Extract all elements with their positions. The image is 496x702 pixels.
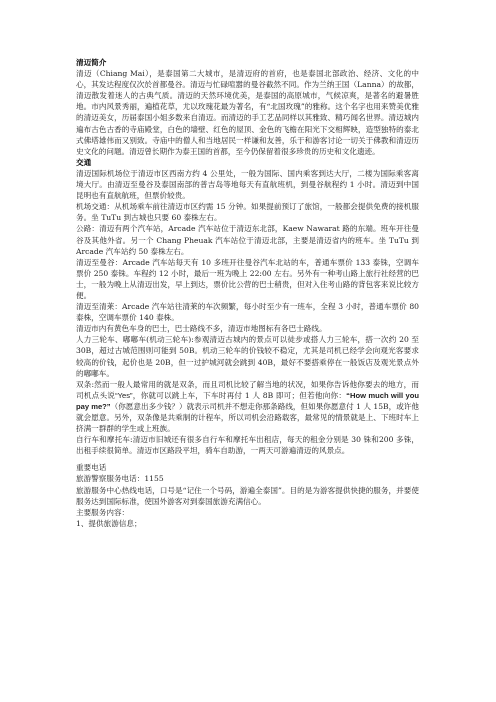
airport-transfer-paragraph: 机场交通：从机场乘车前往清迈市区约需 15 分钟。如果提前预订了旅馆，一般都会提供免费的接机服务。坐 TuTu 到古城也只要 60 泰株左右。: [76, 202, 419, 223]
airport-paragraph: 清迈国际机场位于清迈市区西南方约 4 公里处，一般为国际、国内乘客到达大厅，二楼为国际乘客离境大厅。由清迈至曼谷及泰国南部的普吉岛等地每天有直航班机，到曼谷航程约 1 小时。清迈到中国昆明也有直航航班，但票价较贵。: [76, 168, 419, 201]
tuktuk-paragraph: 人力三轮车、嘟嘟车(机动三轮车):参观清迈古城内的景点可以徒步或搭人力三轮车，搭一次约 20 至 30B，超过古城范围则可能到 50B。机动三轮车的价钱较不稳定，尤其是司机已经学会向观光客要求较高的价钱，起价也是 20B，但一过护城河就会跳到 40B，最好不要搭乘停在一般饭店及观光景点外的嘟嘟车。: [76, 335, 419, 378]
songthaew-text-2: ，你就可以跳上车，下车时再付 1 人 8B 即可；但若他向你：: [132, 390, 347, 400]
chiangmai-bangkok-paragraph: 清迈至曼谷：Arcade 汽车站每天有 10 多班开往曼谷汽车北站的车，普通车票价 133 泰铢，空调车票价 250 泰铢。车程约 12 小时，最后一班为晚上 22:00 左右。另外有一种考山路上旅行社经营的巴士，一般为晚上从清迈出发，早上到达，票价比公营的巴士稍贵，但对入住考山路的背包客来说比较方便。: [76, 257, 419, 300]
highway-paragraph: 公路：清迈有两个汽车站，Arcade 汽车站位于清迈东北部，Kaew Nawarat 路的东端。班车开往曼谷及其他外省。另一个 Chang Pheuak 汽车站位于清迈北部，主要是清迈省内的班车。坐 TuTu 到 Arcade 汽车站约 50 泰株左右。: [76, 224, 419, 256]
songthaew-text-1: 双条:然而一般人最常用的就是双条，而且司机比较了解当地的状况，如果你告诉他你要去的地方，而司机点头说: [76, 379, 419, 400]
songthaew-paragraph: [76, 379, 419, 434]
chiangmai-chiangrai-paragraph: 清迈至清莱：Arcade 汽车站往清莱的车次频繁，每小时至少有一班车，全程 3 小时，普通车票价 80 泰株，空调车票价 140 泰株。: [76, 302, 419, 323]
songthaew-yes-quote: “Yes”: [115, 390, 133, 400]
hotline-paragraph: 旅游服务中心热线电话，口号是“记住一个号码，游遍全泰国”。目的是为游客提供快捷的服务，并要使服务达到国际标准，使国外游客对到泰国旅游充满信心。: [76, 485, 419, 506]
tourist-police-line: 旅游警察服务电话：1155: [76, 474, 164, 484]
page-title: 清迈简介: [76, 58, 107, 67]
transport-heading: 交通: [76, 157, 92, 167]
document-page: [76, 57, 419, 529]
service-item-1: 1、提供旅游信息；: [76, 518, 142, 528]
songthaew-text-3: （你愿意出多少钱？）就表示司机并不想走你那条路线，但如果你愿意付 1 人 15B，或许他就会愿意。另外，双条像是共乘制的计程车，所以司机会沿路载客，最常见的情景就是上、下班时车上挤满一群群的学生或上班族。: [76, 401, 419, 434]
bicycle-paragraph: 自行车和摩托车:清迈市旧城还有很多自行车和摩托车出租店，每天的租金分别是 30 铢和200 多铢，出租手续很简单。清迈市区路段平坦，骑车自助游，一两天可游遍清迈的风景点。: [76, 435, 419, 456]
phone-heading: 重要电话: [76, 463, 107, 473]
services-heading: 主要服务内容：: [76, 507, 130, 517]
songthaew-question-quote: “How much will you pay me?”: [76, 390, 419, 411]
intro-paragraph: 清迈（Chiang Mai），是泰国第二大城市，是清迈府的首府，也是泰国北部政治、经济、文化的中心，其发达程度仅次於首都曼谷。清迈与忙碌喧嚣的曼谷截然不同。作为兰纳王国（Lanna）的故都，清迈散发着迷人的古典气质。清迈的天然环境优美，是泰国的高原城市，气候凉爽，是著名的避暑胜地。市内风景秀丽，遍植花草，尤以玫瑰花最为著名，有“北国玫瑰”的雅称。这个名字也用来赞美优雅的清迈美女，历届泰国小姐多数来自清迈。而清迈的手工艺品同样以其雅致、精巧闻名世界。清迈城内遍布古色古香的寺庙殿堂，白色的墙壁、红色的屋顶、金色的飞檐在阳光下交相辉映，造型独特的泰北式佛塔雄伟而又别致。寺庙中的僧人和当地居民一样谦和友善，乐于和游客讨论一切关于佛教和清迈历史文化的问题。清迈曾长期作为泰王国的首都，至今仍保留着很多珍贵的历史和文化遗迹。: [76, 69, 419, 156]
city-bus-paragraph: 清迈市内有黄色车身的巴士，巴士路线不多，清迈市地图标有各巴士路线。: [76, 324, 327, 334]
